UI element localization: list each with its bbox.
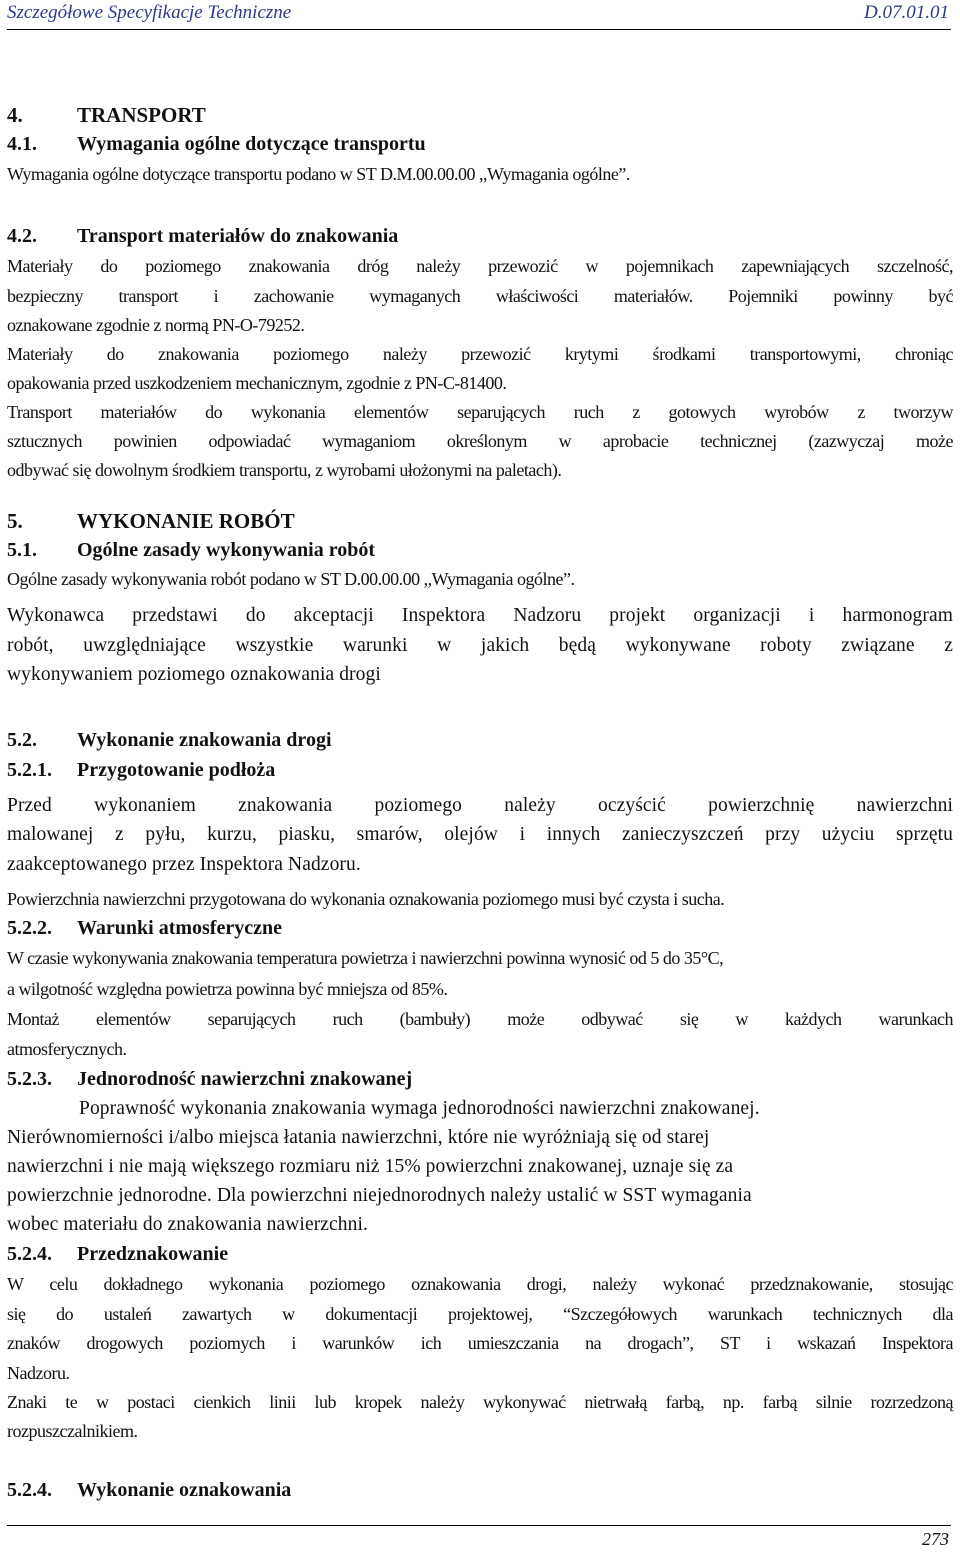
paragraph-line: W celu dokładnego wykonania poziomego oznakowania drogi, należy wykonać przedznakowanie, stosując	[7, 1274, 953, 1294]
page-footer	[7, 1525, 951, 1549]
paragraph-line: sztucznych powinien odpowiadać wymaganiom określonym w aprobacie technicznej (zazwyczaj może	[7, 431, 953, 451]
paragraph-line: Poprawność wykonania znakowania wymaga jednorodności nawierzchni znakowanej.	[79, 1098, 760, 1119]
paragraph-line: powierzchnie jednorodne. Dla powierzchni niejednorodnych należy ustalić w SST wymagania	[7, 1185, 752, 1206]
paragraph-line: opakowania przed uszkodzeniem mechanicznym, zgodnie z PN-C-81400.	[7, 373, 507, 393]
paragraph-line: oznakowane zgodnie z normą PN-O-79252.	[7, 315, 305, 335]
paragraph-line: Powierzchnia nawierzchni przygotowana do wykonania oznakowania poziomego musi być czysta i sucha.	[7, 889, 725, 909]
paragraph-line: atmosferycznych.	[7, 1039, 127, 1059]
heading-4-1: 4.1. Wymagania ogólne dotyczące transportu	[7, 133, 426, 155]
paragraph-5-1: Ogólne zasady wykonywania robót podano w ST D.00.00.00 ,,Wymagania ogólne”.	[7, 569, 575, 589]
paragraph-line: malowanej z pyłu, kurzu, piasku, smarów, olejów i innych zanieczyszczeń przy użyciu sprzętu	[7, 824, 953, 845]
page-number: 273	[922, 1529, 949, 1549]
paragraph-line: Wykonawca przedstawi do akceptacji Inspektora Nadzoru projekt organizacji i harmonogram	[7, 605, 953, 626]
heading-5-2-2: 5.2.2. Warunki atmosferyczne	[7, 917, 282, 939]
heading-5-2-3: 5.2.3. Jednorodność nawierzchni znakowanej	[7, 1068, 413, 1090]
paragraph-line: wobec materiału do znakowania nawierzchni.	[7, 1214, 368, 1235]
paragraph-line: Transport materiałów do wykonania elementów separujących ruch z gotowych wyrobów z tworzyw	[7, 402, 953, 422]
heading-5-2-4-przedznakowanie: 5.2.4. Przedznakowanie	[7, 1243, 229, 1265]
paragraph-line: robót, uwzględniające wszystkie warunki w jakich będą wykonywane roboty związane z	[7, 635, 953, 656]
heading-5-2-4-wykonanie: 5.2.4. Wykonanie oznakowania	[7, 1479, 292, 1501]
paragraph-line: W czasie wykonywania znakowania temperatura powietrza i nawierzchni powinna wynosić od 5 do 35°C,	[7, 948, 724, 968]
paragraph-line: Nadzoru.	[7, 1363, 70, 1383]
paragraph-line: odbywać się dowolnym środkiem transportu, z wyrobami ułożonymi na paletach).	[7, 460, 562, 480]
paragraph-line: Materiały do znakowania poziomego należy przewozić krytymi środkami transportowymi, chroniąc	[7, 344, 953, 364]
paragraph-4-1: Wymagania ogólne dotyczące transportu podano w ST D.M.00.00.00 ,,Wymagania ogólne”.	[7, 164, 630, 184]
paragraph-line: znaków drogowych poziomych i warunków ich umieszczania na drogach”, ST i wskazań Inspektora	[7, 1333, 953, 1353]
paragraph-line: bezpieczny transport i zachowanie wymaganych właściwości materiałów. Pojemniki powinny być	[7, 286, 953, 306]
heading-5-2-1: 5.2.1. Przygotowanie podłoża	[7, 759, 276, 781]
heading-5: 5. WYKONANIE ROBÓT	[7, 509, 295, 533]
paragraph-line: się do ustaleń zawartych w dokumentacji projektowej, “Szczegółowych warunkach technicznych dla	[7, 1304, 953, 1324]
paragraph-line: wykonywaniem poziomego oznakowania drogi	[7, 664, 381, 685]
paragraph-line: rozpuszczalnikiem.	[7, 1421, 138, 1441]
paragraph-line: nawierzchni i nie mają większego rozmiaru niż 15% powierzchni znakowanej, uznaje się za	[7, 1156, 734, 1177]
header-title: Szczegółowe Specyfikacje Techniczne	[7, 2, 292, 23]
paragraph-line: Nierównomierności i/albo miejsca łatania nawierzchni, które nie wyróżniają się od starej	[7, 1127, 710, 1148]
header-code: D.07.01.01	[864, 2, 949, 23]
paragraph-line: Montaż elementów separujących ruch (bambuły) może odbywać się w każdych warunkach	[7, 1009, 953, 1029]
heading-4-2: 4.2. Transport materiałów do znakowania	[7, 225, 399, 247]
heading-5-1: 5.1. Ogólne zasady wykonywania robót	[7, 539, 376, 561]
paragraph-line: a wilgotność względna powietrza powinna być mniejsza od 85%.	[7, 979, 448, 999]
paragraph-line: zaakceptowanego przez Inspektora Nadzoru.	[7, 854, 361, 875]
paragraph-line: Przed wykonaniem znakowania poziomego należy oczyścić powierzchnię nawierzchni	[7, 795, 953, 816]
heading-5-2: 5.2. Wykonanie znakowania drogi	[7, 729, 332, 751]
page-header	[7, 2, 951, 30]
paragraph-line: Znaki te w postaci cienkich linii lub kropek należy wykonywać nietrwałą farbą, np. farbą silnie rozrzedzoną	[7, 1392, 953, 1412]
paragraph-line: Materiały do poziomego znakowania dróg należy przewozić w pojemnikach zapewniających szczelność,	[7, 256, 953, 276]
heading-4: 4. TRANSPORT	[7, 103, 206, 127]
